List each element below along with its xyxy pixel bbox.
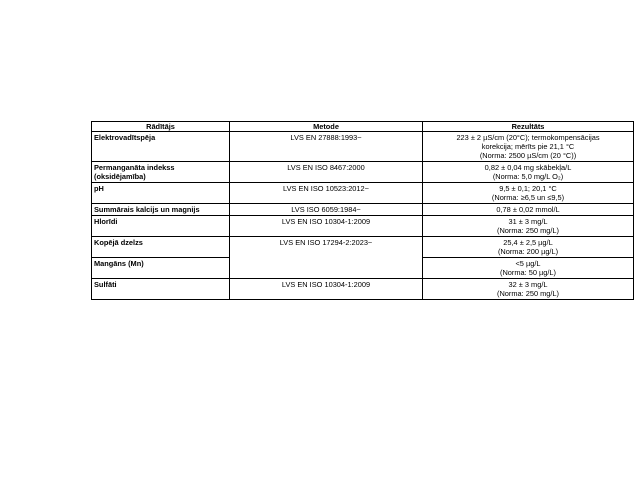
param-cell: Kopējā dzelzs [92,237,230,258]
result-line: <5 µg/L [515,259,541,268]
result-cell [423,204,634,216]
result-norm: (Norma: 5,0 mg/L O₂) [492,172,564,181]
result-cell [423,162,634,183]
method-cell: LVS EN 27888:1993~ [230,132,423,162]
result-norm: (Norma: 250 mg/L) [496,289,560,298]
method-cell: LVS ISO 6059:1984~ [230,204,423,216]
header-method: Metode [230,122,423,132]
result-cell [423,258,634,279]
param-cell: Mangāns (Mn) [92,258,230,279]
method-cell: LVS EN ISO 10304-1:2009 [230,279,423,300]
table-row [92,183,634,204]
result-line: 25,4 ± 2,5 µg/L [503,238,553,247]
table-row [92,216,634,237]
param-cell: Summārais kalcijs un magnijs [92,204,230,216]
result-line: 31 ± 3 mg/L [508,217,548,226]
result-cell [423,279,634,300]
result-line: 32 ± 3 mg/L [508,280,548,289]
param-cell: Hlorīdi [92,216,230,237]
table-row [92,237,634,258]
param-cell: Elektrovadītspēja [92,132,230,162]
table-row [92,204,634,216]
header-results: Rezultāts [423,122,634,132]
results-table [91,121,634,300]
method-cell: LVS EN ISO 8467:2000 [230,162,423,183]
param-cell: Permanganāta indekss (oksidējamība) [92,162,230,183]
result-norm: (Norma: ≥6,5 un ≤9,5) [491,193,565,202]
result-cell [423,183,634,204]
result-line: korekcija; mērīts pie 21,1 °C [481,142,575,151]
result-cell [423,216,634,237]
result-norm: (Norma: 250 mg/L) [496,226,560,235]
result-norm: (Norma: 2500 µS/cm (20 °C)) [479,151,577,160]
result-norm: (Norma: 200 µg/L) [497,247,559,256]
table-row [92,279,634,300]
result-cell [423,237,634,258]
result-norm: (Norma: 50 µg/L) [499,268,556,277]
method-cell: LVS EN ISO 17294-2:2023~ [230,237,423,279]
method-cell: LVS EN ISO 10304-1:2009 [230,216,423,237]
param-cell: Sulfāti [92,279,230,300]
method-cell: LVS EN ISO 10523:2012~ [230,183,423,204]
result-line: 0,82 ± 0,04 mg skābekļa/L [484,163,572,172]
header-parameter: Rādītājs [92,122,230,132]
result-line: 223 ± 2 µS/cm (20°C); termokompensācijas [456,133,600,142]
table-row [92,162,634,183]
result-line: 0,78 ± 0,02 mmol/L [496,205,560,214]
table-header-row [92,122,634,132]
table-row [92,132,634,162]
param-cell: pH [92,183,230,204]
result-cell [423,132,634,162]
result-line: 9,5 ± 0,1; 20,1 °C [499,184,557,193]
